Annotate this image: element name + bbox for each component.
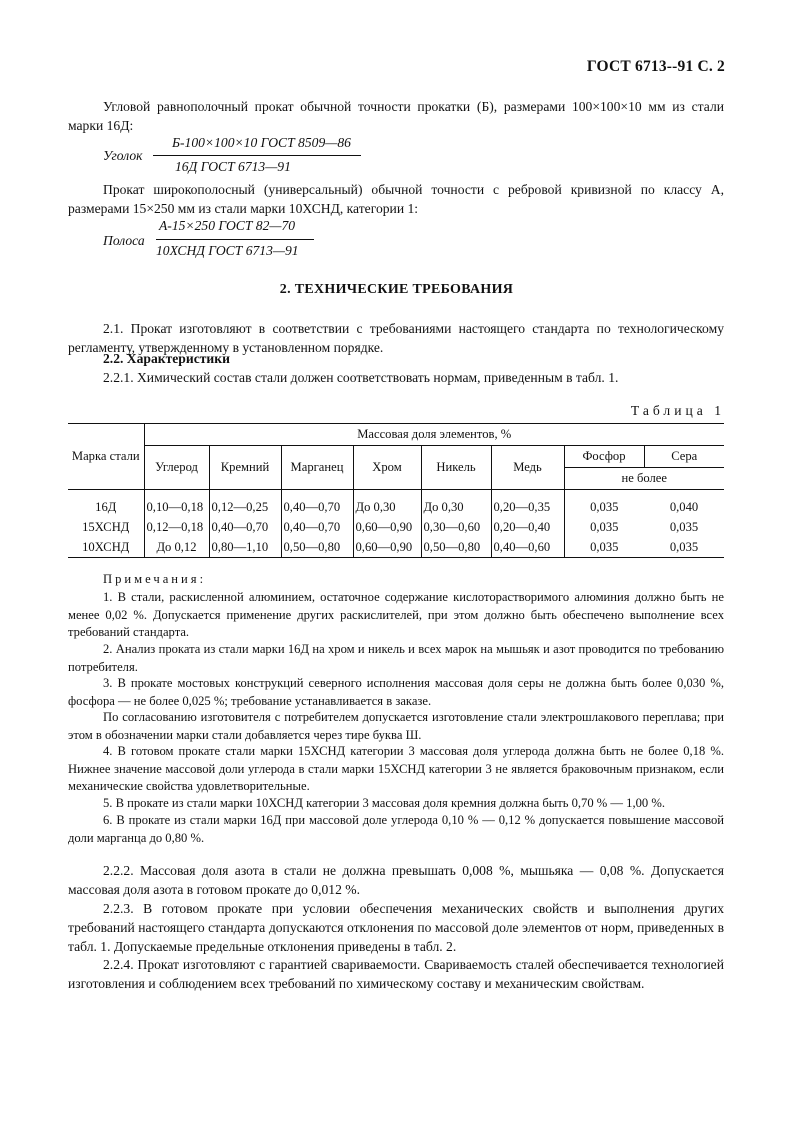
- note-item: 1. В стали, раскисленной алюминием, остаточное содержание кислоторастворимого алюминия должно быть не менее 0,02 %. Допускается применение других раскислителей, при этом должно быть обеспечено выполнение всех требований стандарта.: [68, 590, 724, 639]
- table-cell: 0,60—0,90: [353, 518, 421, 538]
- paragraph-2-2-2: 2.2.2. Массовая доля азота в стали не должна превышать 0,008 %, мышьяка — 0,08 %. Допускается массовая доля азота в готовом прокате до 0,012 %.: [68, 863, 724, 897]
- paragraph-2-1: 2.1. Прокат изготовляют в соответствии с требованиями настоящего стандарта по технологическому регламенту, утвержденному в установленном порядке.: [68, 321, 724, 355]
- designation-denominator: 10ХСНД ГОСТ 6713—91: [156, 243, 299, 258]
- note-item: 2. Анализ проката из стали марки 16Д на хром и никель и всех марок на мышьяк и азот проводится по требованию потребителя.: [68, 642, 724, 674]
- table-cell: 0,20—0,35: [491, 498, 564, 518]
- grade-header: Марка стали: [68, 424, 144, 490]
- table-cell: 0,035: [644, 538, 724, 558]
- max-limit-label: не более: [564, 468, 724, 490]
- table-cell: 0,50—0,80: [421, 538, 491, 558]
- table-cell: 0,40—0,70: [281, 518, 353, 538]
- col-header-phosphorus: Фосфор: [564, 446, 644, 468]
- table-cell: 0,035: [590, 500, 619, 514]
- designation-label: Уголок: [103, 148, 143, 163]
- col-header-copper: Медь: [491, 446, 564, 490]
- grade-cell: 16Д: [68, 498, 144, 518]
- grade-cell: 10ХСНД: [68, 538, 144, 558]
- table-cell: 0,20—0,40: [491, 518, 564, 538]
- subsection-heading: 2.2. Характеристики: [103, 351, 230, 366]
- table-cell: 0,035: [590, 520, 619, 534]
- col-header-manganese: Марганец: [281, 446, 353, 490]
- designation-example-strip: [103, 218, 403, 264]
- table-caption: Таблица 1: [630, 403, 725, 418]
- table-cell: 0,60—0,90: [353, 538, 421, 558]
- table-cell: 0,40—0,70: [209, 518, 281, 538]
- table-cell: 0,035: [669, 520, 699, 534]
- designation-example-angle: [103, 135, 403, 181]
- fraction-bar: [153, 155, 361, 156]
- table-row: [68, 538, 724, 558]
- page-header: ГОСТ 6713--91 С. 2: [586, 58, 725, 75]
- table-cell: 0,40—0,60: [491, 538, 564, 558]
- designation-label: Полоса: [103, 233, 145, 248]
- paragraph-angle-example: Угловой равнополочный прокат обычной точности прокатки (Б), размерами 100×100×10 мм из стали марки 16Д:: [68, 99, 724, 133]
- note-item: 3. В прокате мостовых конструкций северного исполнения массовая доля серы не должна быть более 0,030 %, фосфора — не более 0,025 %; требование устанавливается в заказе.: [68, 676, 724, 708]
- table-cell: 0,50—0,80: [281, 538, 353, 558]
- note-item: По согласованию изготовителя с потребителем допускается изготовление стали электрошлакового переплава; при этом в обозначении марки стали добавляется через тире буква Ш.: [68, 710, 724, 742]
- designation-numerator: Б-100×100×10 ГОСТ 8509—86: [172, 135, 351, 150]
- table-cell: 0,12—0,18: [144, 518, 209, 538]
- col-header-silicon: Кремний: [209, 446, 281, 490]
- paragraph-2-2-3: 2.2.3. В готовом прокате при условии обеспечения механических свойств и выполнения других требований настоящего стандарта допускаются отклонения по массовой доле элементов от норм, приведенных в табл. 1. Допускаемые предельные отклонения приведены в табл. 2.: [68, 901, 724, 954]
- paragraph-strip-example: Прокат широкополосный (универсальный) обычной точности с ребровой кривизной по классу А, размерами 15×250 мм из стали марки 10ХСНД, категории 1:: [68, 182, 724, 216]
- note-item: 4. В готовом прокате стали марки 15ХСНД категории 3 массовая доля углерода должна быть не более 0,18 %. Нижнее значение массовой доли углерода в стали марки 15ХСНД категории 3 не является браковочным признаком, если механические свойства удовлетворительные.: [68, 744, 724, 793]
- col-header-sulfur: Сера: [644, 446, 724, 468]
- table-cell: До 0,30: [421, 498, 491, 518]
- designation-numerator: А-15×250 ГОСТ 82—70: [159, 218, 296, 233]
- table-cell: 0,040: [669, 500, 699, 514]
- chemical-composition-table: [68, 423, 724, 558]
- notes-heading: Примечания:: [103, 572, 207, 586]
- table-cell: 0,40—0,70: [281, 498, 353, 518]
- paragraph-2-2-4: 2.2.4. Прокат изготовляют с гарантией свариваемости. Свариваемость сталей обеспечивается технологией изготовления и соблюдением всех требований по химическому составу и механическим свойствам.: [68, 957, 724, 991]
- table-cell: 0,12—0,25: [209, 498, 281, 518]
- note-item: 5. В прокате из стали марки 10ХСНД категории 3 массовая доля кремния должна быть 0,70 % — 1,00 %.: [103, 796, 665, 810]
- table-cell: 0,035: [564, 538, 644, 558]
- table-row: [68, 518, 724, 538]
- note-item: 6. В прокате из стали марки 16Д при массовой доле углерода 0,10 % — 0,12 % допускается повышение массовой доли марганца до 0,80 %.: [68, 813, 724, 845]
- mass-fraction-header: Массовая доля элементов, %: [144, 424, 724, 446]
- fraction-bar: [156, 239, 314, 240]
- paragraph-2-2-1: 2.2.1. Химический состав стали должен соответствовать нормам, приведенным в табл. 1.: [103, 370, 619, 385]
- designation-denominator: 16Д ГОСТ 6713—91: [175, 159, 291, 174]
- table-cell: До 0,12: [144, 538, 209, 558]
- section-title: 2. ТЕХНИЧЕСКИЕ ТРЕБОВАНИЯ: [279, 282, 514, 297]
- table-cell: До 0,30: [353, 498, 421, 518]
- table-cell: 0,10—0,18: [144, 498, 209, 518]
- table-row: [68, 498, 724, 518]
- table-cell: 0,30—0,60: [421, 518, 491, 538]
- col-header-carbon: Углерод: [144, 446, 209, 490]
- table-cell: 0,80—1,10: [209, 538, 281, 558]
- col-header-chromium: Хром: [353, 446, 421, 490]
- col-header-nickel: Никель: [421, 446, 491, 490]
- grade-cell: 15ХСНД: [68, 518, 144, 538]
